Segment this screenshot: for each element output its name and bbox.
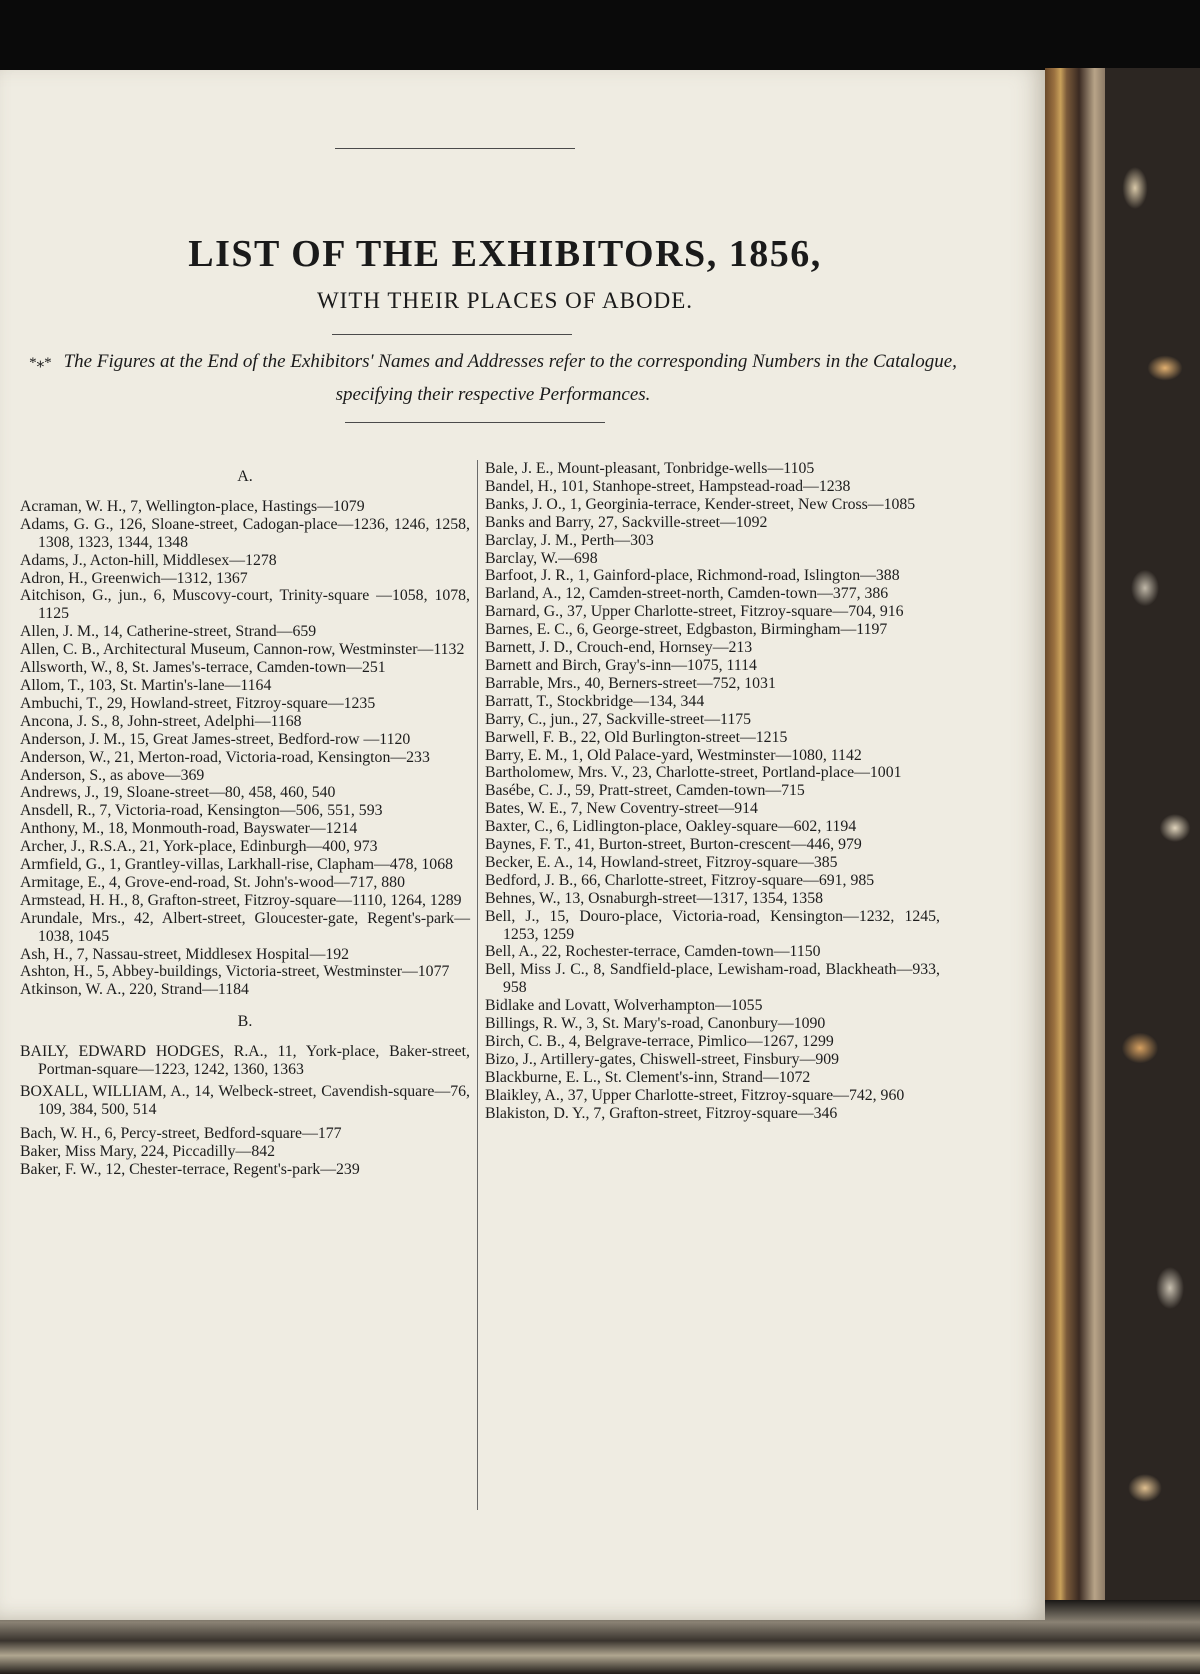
exhibitor-entry: Andrews, J., 19, Sloane-street—80, 458, 460, 540 — [20, 784, 336, 802]
exhibitor-entry: Blaikley, A., 37, Upper Charlotte-street, Fitzroy-square—742, 960 — [485, 1086, 905, 1104]
exhibitor-entry: Birch, C. B., 4, Belgrave-terrace, Pimlico—1267, 1299 — [485, 1033, 834, 1050]
book-binding-edge — [1045, 68, 1200, 1618]
exhibitor-entry: Adron, H., Greenwich—1312, 1367 — [20, 569, 248, 587]
exhibitor-entry: Allom, T., 103, St. Martin's-lane—1164 — [20, 676, 272, 694]
exhibitor-entry: Ancona, J. S., 8, John-street, Adelphi—1168 — [20, 712, 302, 730]
exhibitor-entry: Allen, J. M., 14, Catherine-street, Strand—659 — [20, 623, 317, 641]
exhibitor-entry: Anderson, J. M., 15, Great James-street, Bedford-row —1120 — [20, 730, 411, 748]
exhibitor-entry: Bedford, J. B., 66, Charlotte-street, Fitzroy-square—691, 985 — [485, 871, 875, 889]
exhibitor-entry: Barnard, G., 37, Upper Charlotte-street, Fitzroy-square—704, 916 — [485, 603, 904, 621]
section-heading-a: A. — [237, 468, 253, 485]
note-rule — [345, 422, 605, 423]
page-subtitle: WITH THEIR PLACES OF ABODE. — [316, 288, 694, 313]
exhibitor-entry: Allsworth, W., 8, St. James's-terrace, Camden-town—251 — [20, 659, 386, 677]
exhibitor-entry: Anthony, M., 18, Monmouth-road, Bayswater—1214 — [20, 820, 358, 838]
exhibitor-entry: Barclay, W.—698 — [485, 549, 598, 567]
exhibitor-entry: Ambuchi, T., 29, Howland-street, Fitzroy-square—1235 — [20, 694, 376, 712]
exhibitor-entry: BOXALL, WILLIAM, A., 14, Welbeck-street, Cavendish-square—76, 109, 384, 500, 514 — [20, 1083, 470, 1118]
exhibitor-entry: Banks and Barry, 27, Sackville-street—1092 — [485, 513, 768, 531]
exhibitor-entry: Barnett and Birch, Gray's-inn—1075, 1114 — [485, 656, 757, 674]
exhibitor-entry: Banks, J. O., 1, Georginia-terrace, Kender-street, New Cross—1085 — [485, 495, 916, 513]
exhibitor-entry: Bartholomew, Mrs. V., 23, Charlotte-street, Portland-place—1001 — [485, 764, 902, 782]
exhibitor-entry: Barnes, E. C., 6, George-street, Edgbaston, Birmingham—1197 — [485, 621, 888, 639]
entries-b-academicians — [20, 1043, 470, 1119]
exhibitor-entry: Barfoot, J. R., 1, Gainford-place, Richmond-road, Islington—388 — [485, 567, 900, 585]
exhibitor-entry: Atkinson, W. A., 220, Strand—1184 — [20, 981, 249, 999]
exhibitor-entry: Barry, C., jun., 27, Sackville-street—1175 — [485, 710, 752, 728]
left-column — [20, 460, 470, 1179]
top-ornament-rule — [335, 148, 575, 149]
page-title: LIST OF THE EXHIBITORS, 1856, — [188, 233, 822, 275]
exhibitor-entry: Barclay, J. M., Perth—303 — [485, 531, 654, 549]
exhibitor-entry: Ashton, H., 5, Abbey-buildings, Victoria-street, Westminster—1077 — [20, 963, 450, 981]
exhibitor-entry: Aitchison, G., jun., 6, Muscovy-court, Trinity-square —1058, 1078, 1125 — [20, 587, 470, 623]
exhibitor-entry: Barwell, F. B., 22, Old Burlington-street—1215 — [485, 728, 788, 746]
exhibitor-entry: Bell, J., 15, Douro-place, Victoria-road, Kensington—1232, 1245, 1253, 1259 — [485, 907, 940, 943]
exhibitor-entry: Baker, F. W., 12, Chester-terrace, Regent's-park—239 — [20, 1160, 360, 1178]
exhibitor-entry: Armstead, H. H., 8, Grafton-street, Fitzroy-square—1110, 1264, 1289 — [20, 891, 462, 909]
exhibitor-entry: Acraman, W. H., 7, Wellington-place, Hastings—1079 — [20, 497, 365, 515]
exhibitor-entry: Arundale, Mrs., 42, Albert-street, Gloucester-gate, Regent's-park—1038, 1045 — [20, 909, 470, 945]
exhibitor-entry: Baker, Miss Mary, 224, Piccadilly—842 — [20, 1142, 276, 1160]
exhibitor-entry: Barratt, T., Stockbridge—134, 344 — [485, 692, 705, 710]
exhibitor-entry: Adams, J., Acton-hill, Middlesex—1278 — [20, 551, 277, 569]
exhibitor-entry: Barrable, Mrs., 40, Berners-street—752, 1031 — [485, 674, 776, 692]
column-divider — [477, 460, 478, 1510]
note-text: The Figures at the End of the Exhibitors' Names and Addresses refer to the corresponding Numbers in the Catalogue, specifying their respective Performances. — [63, 351, 957, 405]
exhibitor-entry: Armitage, E., 4, Grove-end-road, St. John's-wood—717, 880 — [20, 873, 405, 891]
exhibitor-entry: Bates, W. E., 7, New Coventry-street—914 — [485, 800, 758, 818]
entries-right — [485, 460, 940, 1123]
right-column — [485, 460, 940, 1123]
exhibitor-entry: Bidlake and Lovatt, Wolverhampton—1055 — [485, 997, 763, 1015]
exhibitor-entry: Bach, W. H., 6, Percy-street, Bedford-square—177 — [20, 1124, 342, 1142]
note-marker: *⁎* — [29, 355, 52, 371]
section-heading-b: B. — [237, 1013, 253, 1031]
title-rule — [332, 334, 572, 335]
exhibitor-entry: Anderson, S., as above—369 — [20, 766, 205, 784]
marbled-endpaper — [1105, 68, 1200, 1618]
exhibitor-entry: Ash, H., 7, Nassau-street, Middlesex Hospital—192 — [20, 945, 350, 963]
exhibitor-entry: Bale, J. E., Mount-pleasant, Tonbridge-wells—1105 — [485, 460, 815, 477]
exhibitor-entry: BAILY, EDWARD HODGES, R.A., 11, York-place, Baker-street, Portman-square—1223, 1242, 1360, 1363 — [20, 1043, 470, 1079]
exhibitor-entry: Allen, C. B., Architectural Museum, Cannon-row, Westminster—1132 — [20, 641, 465, 659]
exhibitor-entry: Adams, G. G., 126, Sloane-street, Cadogan-place—1236, 1246, 1258, 1308, 1323, 1344, 1348 — [20, 515, 470, 551]
exhibitor-entry: Becker, E. A., 14, Howland-street, Fitzroy-square—385 — [485, 853, 838, 871]
exhibitor-entry: Barland, A., 12, Camden-street-north, Camden-town—377, 386 — [485, 585, 889, 603]
document-page — [0, 70, 1045, 1620]
entries-b — [20, 1125, 470, 1179]
exhibitor-entry: Billings, R. W., 3, St. Mary's-road, Canonbury—1090 — [485, 1015, 826, 1033]
exhibitor-entry: Basébe, C. J., 59, Pratt-street, Camden-town—715 — [485, 782, 805, 800]
exhibitor-entry: Bell, Miss J. C., 8, Sandfield-place, Lewisham-road, Blackheath—933, 958 — [485, 961, 940, 997]
exhibitor-entry: Blakiston, D. Y., 7, Grafton-street, Fitzroy-square—346 — [485, 1104, 838, 1122]
exhibitor-entry: Bizo, J., Artillery-gates, Chiswell-street, Finsbury—909 — [485, 1050, 840, 1068]
exhibitor-entry: Barnett, J. D., Crouch-end, Hornsey—213 — [485, 639, 753, 657]
exhibitor-entry: Bandel, H., 101, Stanhope-street, Hampstead-road—1238 — [485, 477, 851, 495]
exhibitor-entry: Bell, A., 22, Rochester-terrace, Camden-town—1150 — [485, 943, 821, 961]
exhibitor-entry: Behnes, W., 13, Osnaburgh-street—1317, 1354, 1358 — [485, 889, 823, 907]
exhibitor-entry: Baynes, F. T., 41, Burton-street, Burton-crescent—446, 979 — [485, 836, 862, 854]
exhibitor-entry: Baxter, C., 6, Lidlington-place, Oakley-square—602, 1194 — [485, 818, 857, 836]
exhibitor-entry: Archer, J., R.S.A., 21, York-place, Edinburgh—400, 973 — [20, 838, 378, 856]
exhibitor-entry: Anderson, W., 21, Merton-road, Victoria-road, Kensington—233 — [20, 748, 430, 766]
entries-a — [20, 498, 470, 999]
exhibitor-entry: Ansdell, R., 7, Victoria-road, Kensington—506, 551, 593 — [20, 802, 383, 820]
exhibitor-entry: Barry, E. M., 1, Old Palace-yard, Westminster—1080, 1142 — [485, 746, 862, 764]
exhibitor-entry: Blackburne, E. L., St. Clement's-inn, Strand—1072 — [485, 1068, 811, 1086]
catalogue-note — [28, 346, 958, 410]
exhibitor-entry: Armfield, G., 1, Grantley-villas, Larkhall-rise, Clapham—478, 1068 — [20, 856, 453, 874]
